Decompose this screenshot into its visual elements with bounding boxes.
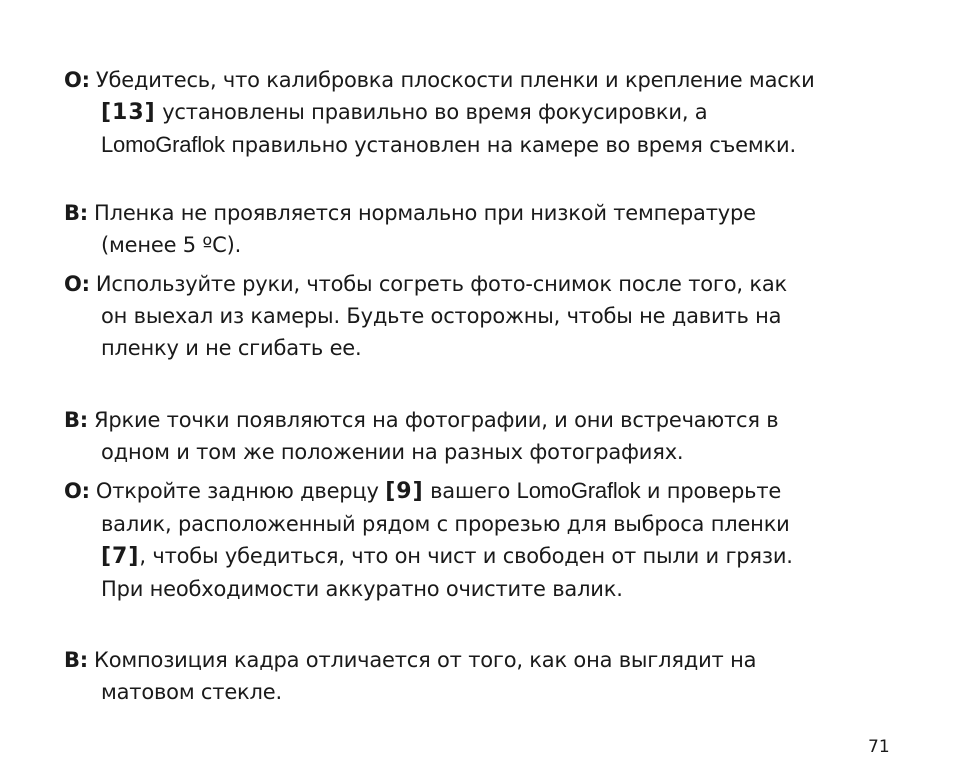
text-line	[64, 268, 894, 300]
line-text: Откройте заднюю дверцу	[95, 479, 386, 503]
question-block	[64, 404, 894, 468]
part-reference: [13]	[101, 100, 156, 125]
text-line	[64, 404, 894, 436]
text-line	[64, 129, 894, 161]
line-text: Пленка не проявляется нормально при низкой температуре	[94, 201, 756, 225]
line-text: Яркие точки появляются на фотографии, и они встречаются в	[94, 408, 779, 432]
line-text: вашего	[423, 479, 517, 503]
line-text: , чтобы убедиться, что он чист и свободен от пыли и грязи.	[139, 544, 793, 568]
text-line	[64, 573, 894, 605]
question-block	[64, 644, 894, 708]
line-text: Композиция кадра отличается от того, как она выглядит на	[94, 648, 757, 672]
line-text: (менее 5 ºC).	[101, 233, 242, 257]
question-label: В:	[64, 648, 89, 672]
brand-name: LomoGraflok	[101, 132, 225, 157]
page-number: 71	[868, 737, 890, 757]
text-line	[64, 197, 894, 229]
text-line	[64, 475, 894, 508]
question-label: В:	[64, 408, 89, 432]
answer-block	[64, 64, 894, 161]
answer-label: О:	[64, 68, 90, 92]
text-line	[64, 229, 894, 261]
line-text: пленку и не сгибать ее.	[101, 336, 362, 360]
line-text: валик, расположенный рядом с прорезью для выброса пленки	[101, 512, 790, 536]
part-reference: [9]	[385, 479, 424, 504]
question-block	[64, 197, 894, 261]
line-text: правильно установлен на камере во время съемки.	[224, 133, 796, 157]
text-line	[64, 676, 894, 708]
line-text: Убедитесь, что калибровка плоскости пленки и крепление маски	[95, 68, 815, 92]
text-line	[64, 332, 894, 364]
text-line	[64, 540, 894, 573]
text-line	[64, 64, 894, 96]
line-text: одном и том же положении на разных фотографиях.	[101, 440, 684, 464]
text-line	[64, 644, 894, 676]
brand-name: LomoGraflok	[516, 478, 641, 503]
text-line	[64, 96, 894, 129]
answer-block	[64, 475, 894, 605]
line-text: установлены правильно во время фокусировки, а	[155, 100, 708, 124]
line-text: и проверьте	[640, 479, 782, 503]
question-label: В:	[64, 201, 89, 225]
line-text: он выехал из камеры. Будьте осторожны, чтобы не давить на	[101, 304, 782, 328]
text-line	[64, 300, 894, 332]
text-line	[64, 436, 894, 468]
text-line	[64, 508, 894, 540]
answer-block	[64, 268, 894, 364]
line-text: При необходимости аккуратно очистите валик.	[101, 577, 623, 601]
part-reference: [7]	[101, 544, 140, 569]
answer-label: О:	[64, 272, 90, 296]
line-text: матовом стекле.	[101, 680, 282, 704]
line-text: Используйте руки, чтобы согреть фото-снимок после того, как	[95, 272, 787, 296]
answer-label: О:	[64, 479, 90, 503]
